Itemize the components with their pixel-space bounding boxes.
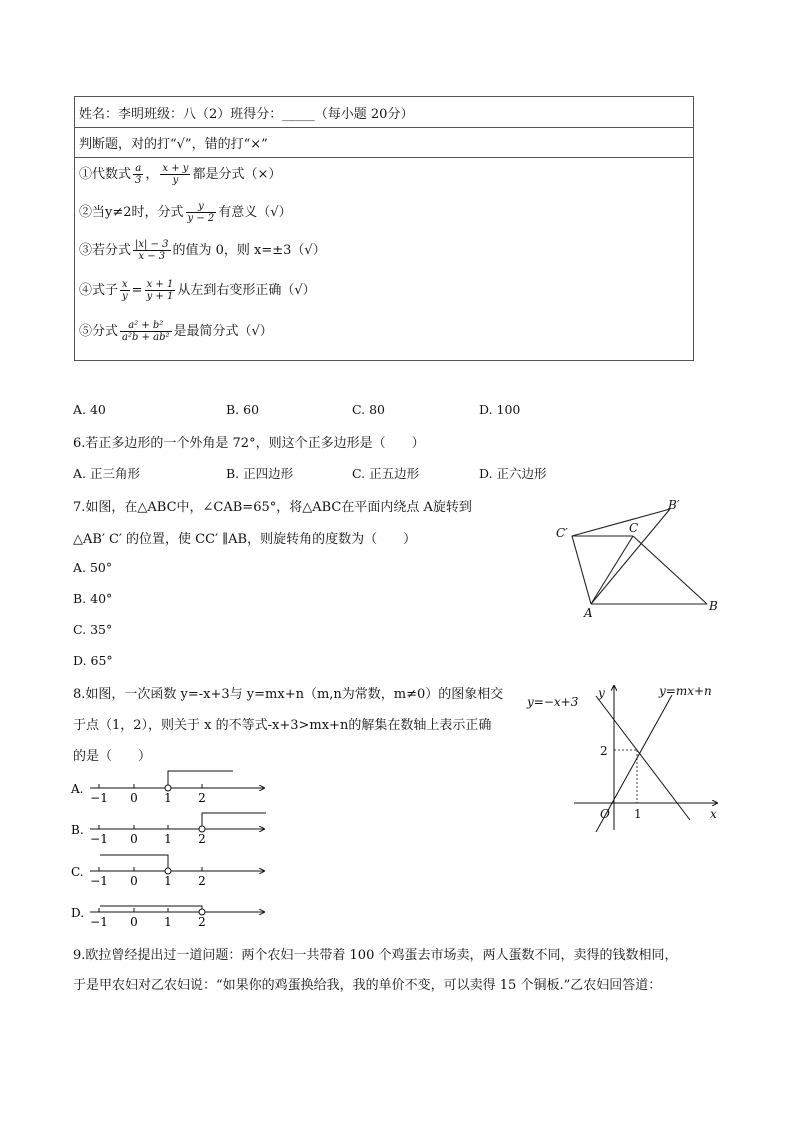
option-b-label: B. xyxy=(71,823,84,837)
y-mark-label: 2 xyxy=(600,744,608,758)
label-c: C xyxy=(629,521,639,535)
frac-num: y xyxy=(186,201,217,213)
item-4-suffix: 从左到右变形正确（√） xyxy=(177,283,316,298)
item-2-suffix: 有意义（√） xyxy=(218,205,292,220)
label-b: B xyxy=(709,599,718,613)
frac-den: a²b + ab² xyxy=(122,332,170,343)
q7-rotation-figure xyxy=(552,494,732,624)
item-1-suffix: 都是分式（×） xyxy=(192,167,282,182)
frac-num: a xyxy=(133,163,143,175)
q8-number-lines xyxy=(68,766,273,926)
item-1-sep: ， xyxy=(145,167,159,182)
y-axis-label: y xyxy=(598,686,605,700)
item-4-frac1 xyxy=(120,279,130,302)
item-3 xyxy=(79,239,326,262)
q6-option-d[interactable]: D. 正六边形 xyxy=(479,466,547,481)
item-1 xyxy=(79,163,281,186)
option-a-label: A. xyxy=(71,782,84,796)
frac-den: y xyxy=(172,175,179,186)
line-y-neg-x-plus-3 xyxy=(596,696,690,820)
number-line-c[interactable] xyxy=(71,855,264,888)
tick-label: −1 xyxy=(90,832,108,846)
tick-label: 1 xyxy=(164,832,172,846)
x-mark-label: 1 xyxy=(634,807,642,821)
q8-stem-line3: 的是（ ） xyxy=(73,749,152,764)
segment-c-prime-b-prime xyxy=(572,509,670,536)
item-3-suffix: 的值为 0，则 x=±3（√） xyxy=(172,243,326,258)
frac-den: y − 2 xyxy=(187,213,215,224)
box-header: 姓名：李明班级：八（2）班得分：_____（每小题 20分） xyxy=(79,107,414,122)
q8-stem-line2: 于点（1，2），则关于 x 的不等式-x+3>mx+n的解集在数轴上表示正确 xyxy=(73,718,492,733)
item-4-prefix: ④式子 xyxy=(79,283,119,298)
label-a: A xyxy=(584,606,593,620)
tick-label: 0 xyxy=(130,791,138,805)
frac-den: x − 3 xyxy=(138,251,166,262)
tick-label: −1 xyxy=(90,791,108,805)
q7-stem-line1: 7.如图，在△ABC中，∠CAB=65°，将△ABC在平面内绕点 A旋转到 xyxy=(73,500,472,515)
q9-line2: 于是甲农妇对乙农妇说：“如果你的鸡蛋换给我，我的单价不变，可以卖得 15 个铜板.”乙农妇回答道： xyxy=(73,978,662,993)
q7-option-d[interactable]: D. 65° xyxy=(73,653,113,668)
item-1-frac2 xyxy=(160,163,190,186)
segment-cb xyxy=(633,536,707,604)
frac-num: x + 1 xyxy=(146,279,174,290)
item-5-frac1 xyxy=(120,320,171,343)
item-3-frac1 xyxy=(133,239,170,262)
box-instruction-row xyxy=(75,127,693,158)
q6-option-b[interactable]: B. 正四边形 xyxy=(226,466,294,481)
q8-function-graph xyxy=(524,680,724,835)
tick-label: 1 xyxy=(164,874,172,888)
item-4-frac2 xyxy=(145,279,176,302)
item-5-suffix: 是最简分式（√） xyxy=(173,324,273,339)
q9-line1: 9.欧拉曾经提出过一道问题：两个农妇一共带着 100 个鸡蛋去市场卖，两人蛋数不同，卖得的钱数相同， xyxy=(73,948,678,963)
item-2 xyxy=(79,201,292,224)
q5-option-c[interactable]: C. 80 xyxy=(352,402,385,417)
tick-label: 2 xyxy=(198,915,206,926)
segment-ac xyxy=(591,536,633,604)
graph-label-line2: y=mx+n xyxy=(659,684,712,698)
frac-num: x xyxy=(120,279,130,291)
q7-option-c[interactable]: C. 35° xyxy=(73,622,113,637)
tick-label: 0 xyxy=(130,874,138,888)
frac-num: |x| − 3 xyxy=(135,239,169,250)
frac-den: y + 1 xyxy=(146,291,174,302)
item-2-mid: y≠2时，分式 xyxy=(105,205,184,220)
judgement-box xyxy=(74,96,694,361)
tick-label: 2 xyxy=(198,832,206,846)
frac-num: x + y xyxy=(162,163,189,174)
q8-stem-line1: 8.如图，一次函数 y=-x+3与 y=mx+n（m,n为常数，m≠0）的图象相交 xyxy=(73,687,504,702)
q7-stem-line2: △AB′ C′ 的位置，使 CC′ ∥AB，则旋转角的度数为（ ） xyxy=(73,532,417,547)
item-1-prefix: ①代数式 xyxy=(79,167,132,182)
frac-den: y xyxy=(122,291,128,302)
tick-label: 2 xyxy=(198,791,206,805)
item-3-prefix: ③若分式 xyxy=(79,243,132,258)
item-5-prefix: ⑤分式 xyxy=(79,324,119,339)
origin-label: O xyxy=(600,807,610,821)
q6-option-a[interactable]: A. 正三角形 xyxy=(73,466,140,481)
item-4-eq: = xyxy=(131,283,143,298)
segment-ac-prime xyxy=(572,536,591,604)
tick-label: −1 xyxy=(90,874,108,888)
frac-den: 3 xyxy=(135,175,142,186)
number-line-b[interactable] xyxy=(71,813,266,846)
q7-option-a[interactable]: A. 50° xyxy=(73,560,113,575)
item-4 xyxy=(79,279,316,302)
q6-option-c[interactable]: C. 正五边形 xyxy=(352,466,420,481)
label-c-prime: C′ xyxy=(556,526,568,540)
label-b-prime: B′ xyxy=(668,498,680,512)
tick-label: 0 xyxy=(130,832,138,846)
tick-label: 1 xyxy=(164,915,172,926)
option-c-label: C. xyxy=(71,865,84,879)
number-line-d[interactable] xyxy=(71,906,264,926)
q5-option-d[interactable]: D. 100 xyxy=(479,402,521,417)
item-2-prefix: ②当 xyxy=(79,205,106,220)
item-5 xyxy=(79,320,273,343)
tick-label: 1 xyxy=(164,791,172,805)
x-axis-label: x xyxy=(710,807,717,821)
tick-label: 0 xyxy=(130,915,138,926)
q6-stem: 6.若正多边形的一个外角是 72°，则这个正多边形是（ ） xyxy=(73,436,425,451)
item-2-frac1 xyxy=(186,201,217,224)
box-header-row xyxy=(75,97,693,128)
tick-label: 2 xyxy=(198,874,206,888)
option-d-label: D. xyxy=(71,906,85,920)
box-instruction: 判断题，对的打“√”，错的打“×” xyxy=(79,137,268,152)
number-line-a[interactable] xyxy=(70,771,264,805)
frac-num: a² + b² xyxy=(120,320,171,332)
q5-option-b[interactable]: B. 60 xyxy=(226,402,260,417)
tick-label: −1 xyxy=(90,915,108,926)
q7-option-b[interactable]: B. 40° xyxy=(73,591,113,606)
item-1-frac1 xyxy=(133,163,143,186)
q5-option-a[interactable]: A. 40 xyxy=(73,402,106,417)
graph-label-line1: y=−x+3 xyxy=(527,695,579,709)
